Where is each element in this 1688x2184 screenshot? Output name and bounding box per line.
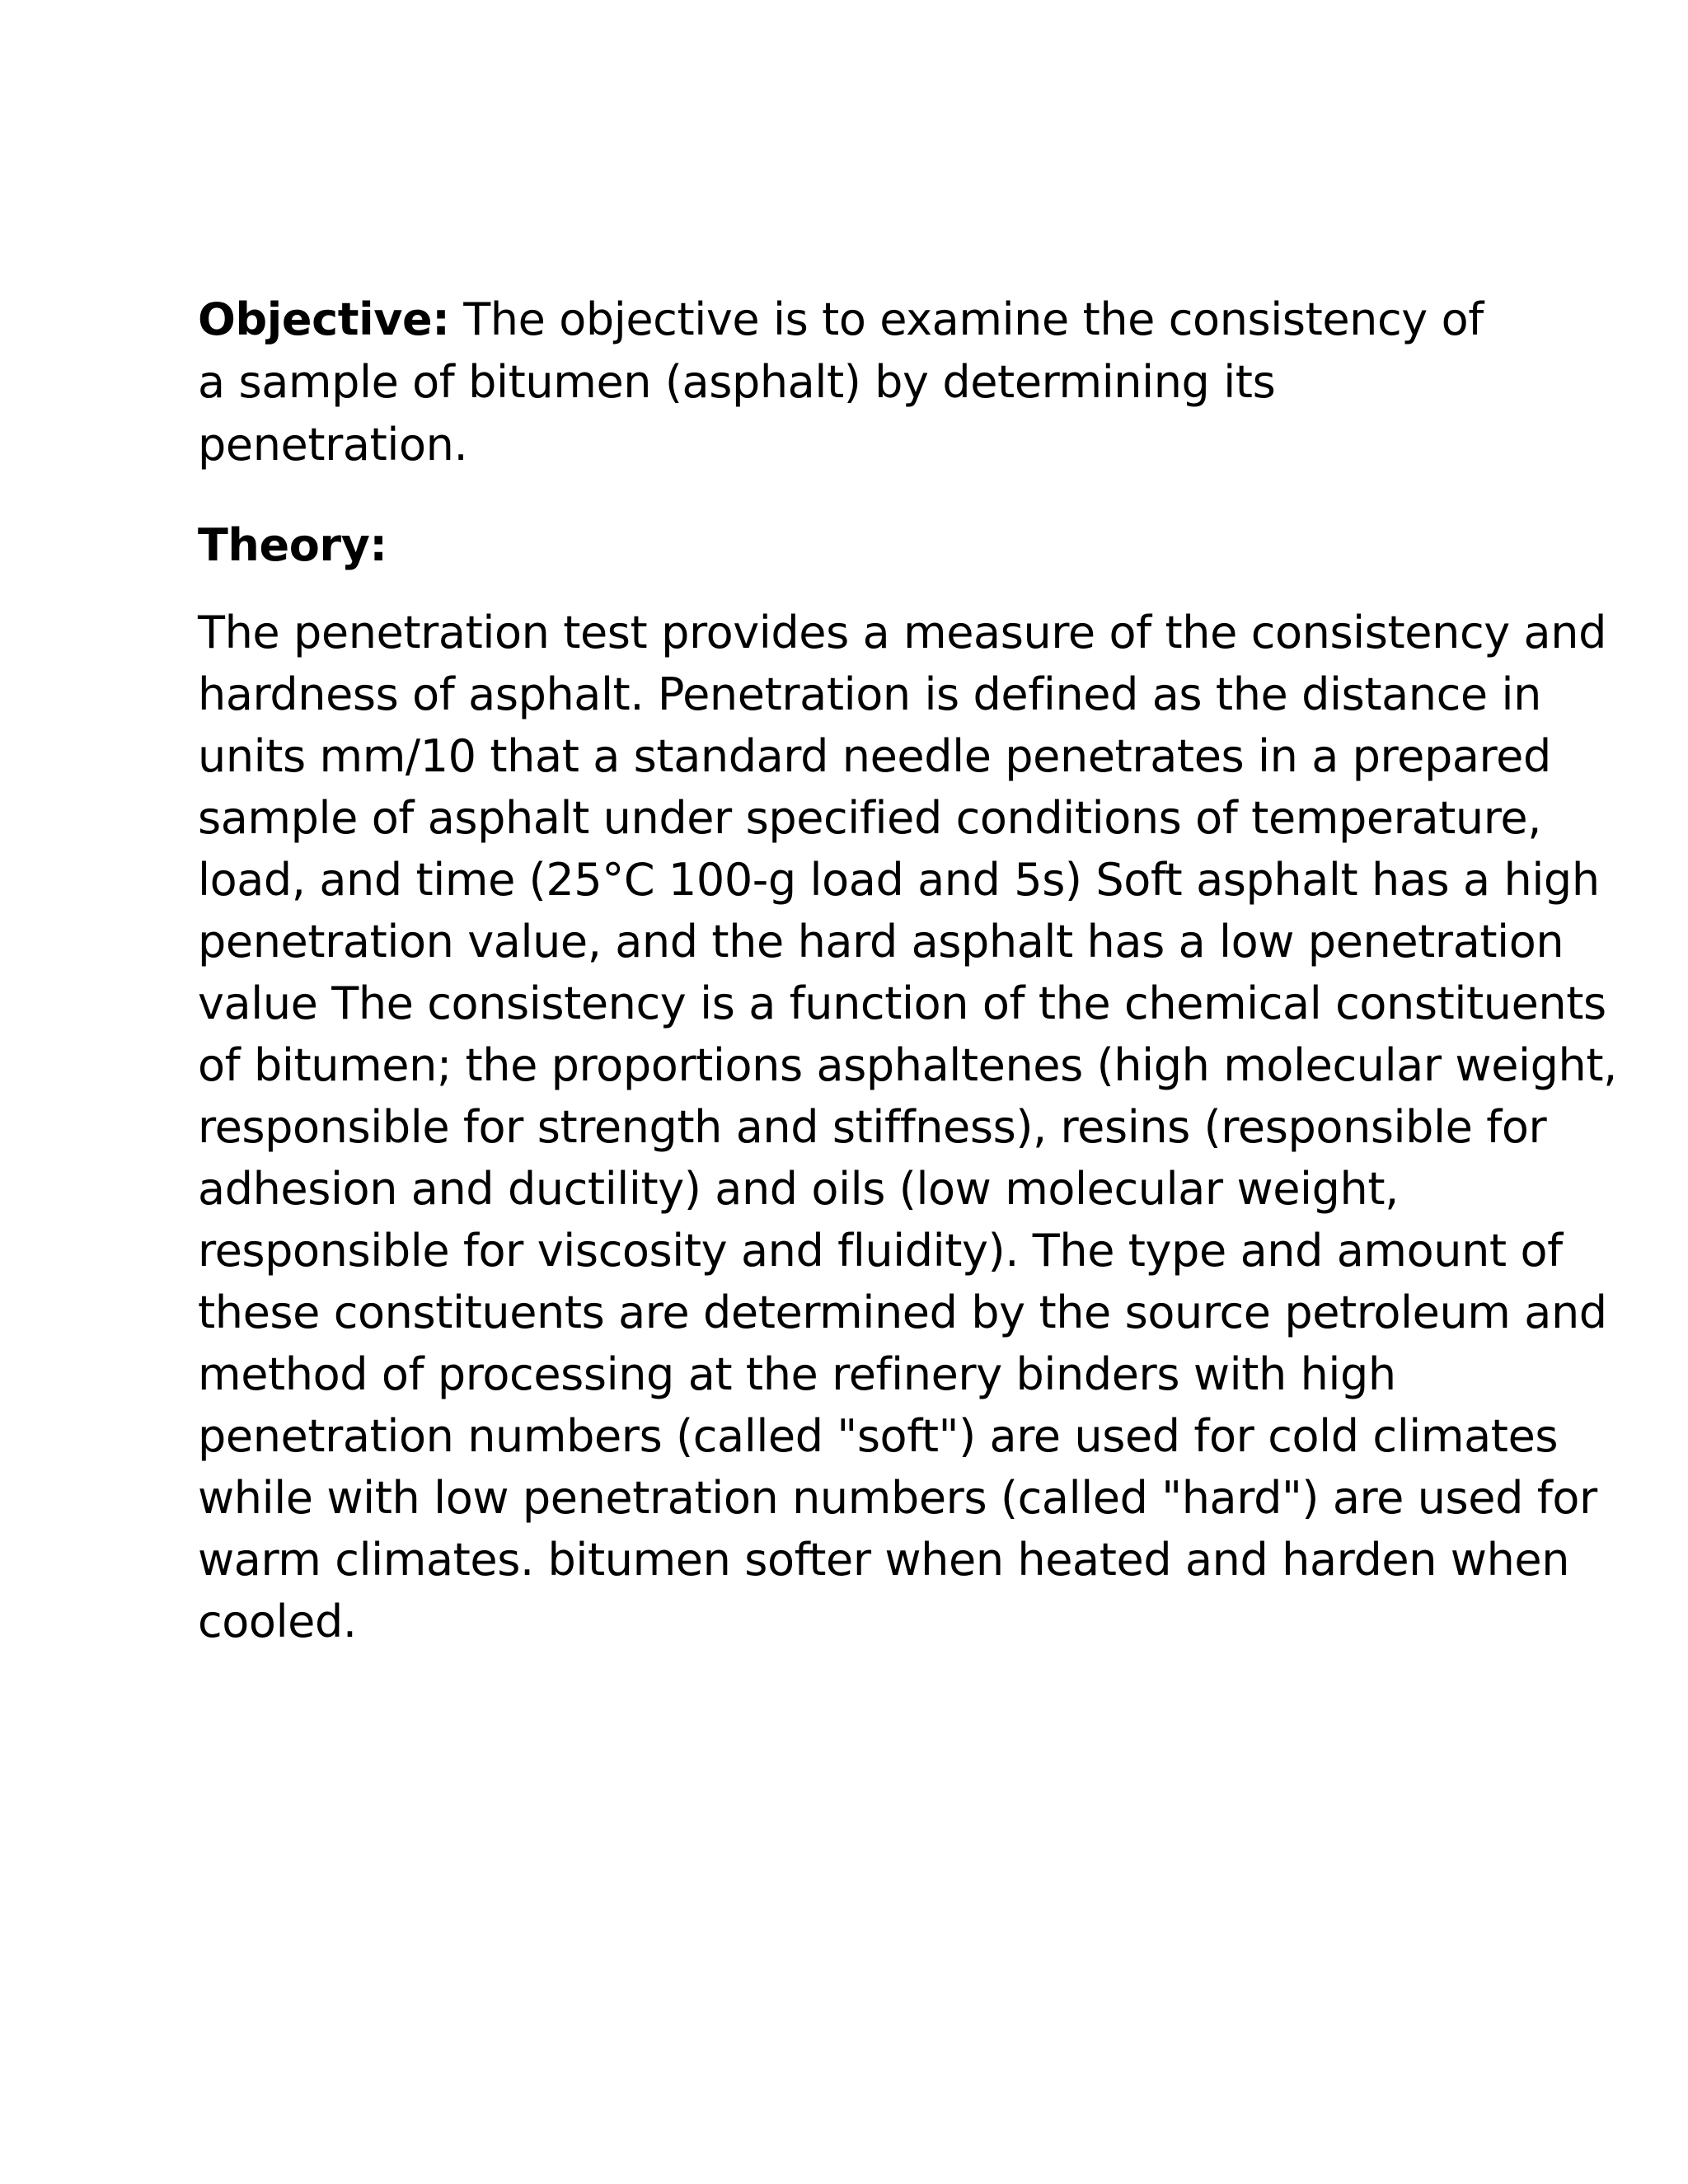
theory-line: responsible for viscosity and fluidity). The type and amount of: [198, 1225, 1563, 1277]
theory-line: method of processing at the refinery binders with high: [198, 1348, 1396, 1400]
theory-line: cooled.: [198, 1596, 357, 1647]
theory-line: penetration numbers (called "soft") are used for cold climates: [198, 1410, 1559, 1462]
theory-line: of bitumen; the proportions asphaltenes (high molecular weight,: [198, 1039, 1617, 1091]
theory-line: value The consistency is a function of the chemical constituents: [198, 977, 1606, 1029]
theory-line: The penetration test provides a measure of the consistency and: [198, 607, 1606, 658]
theory-line: while with low penetration numbers (called "hard") are used for: [198, 1472, 1597, 1524]
objective-paragraph: [198, 288, 1517, 476]
theory-heading: Theory:: [198, 519, 387, 571]
theory-line: units mm/10 that a standard needle penetrates in a prepared: [198, 730, 1551, 782]
theory-paragraph: [198, 602, 1617, 1652]
theory-line: sample of asphalt under specified conditions of temperature,: [198, 792, 1541, 844]
theory-line: load, and time (25°C 100-g load and 5s) Soft asphalt has a high: [198, 854, 1600, 906]
theory-line: these constituents are determined by the source petroleum and: [198, 1286, 1607, 1338]
theory-line: adhesion and ductility) and oils (low molecular weight,: [198, 1163, 1399, 1215]
objective-label: Objective:: [198, 293, 450, 345]
theory-line: penetration value, and the hard asphalt has a low penetration: [198, 916, 1564, 968]
objective-text: The objective is to examine the consistency of a sample of bitumen (asphalt) by determining its penetration.: [198, 293, 1484, 471]
theory-line: responsible for strength and stiffness), resins (responsible for: [198, 1101, 1547, 1153]
theory-line: warm climates. bitumen softer when heated and harden when: [198, 1534, 1570, 1586]
theory-line: hardness of asphalt. Penetration is defined as the distance in: [198, 668, 1541, 720]
